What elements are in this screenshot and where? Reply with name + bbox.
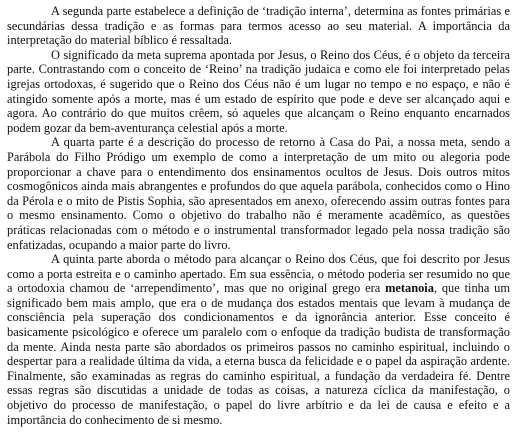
paragraph-text-before: A quinta parte aborda o método para alcançar o Reino dos Céus, que foi descrito por Jesus como a porta estreita e o caminho apertado. Em sua essência, o método poderia ser resumido no que a ortodoxia chamou de ‘arrependimento’, mas que no original grego era bbox=[7, 252, 510, 296]
paragraph-text: O significado da meta suprema apontada por Jesus, o Reino dos Céus, é o objeto da terceira parte. Contrastando com o conceito de ‘Reino’ na tradição judaica e como ele foi interpretado pelas igrejas ortodoxas, é sugerido que o Reino dos Céus não é um lugar no tempo e no espaço, e não é atingido somente após a morte, mas é um estado de espírito que pode e deve ser alcançado aqui e agora. Ao contrário do que muitos crêem, só aqueles que alcançam o Reino enquanto encarnados podem gozar da bem-aventurança celestial após a morte. bbox=[7, 47, 510, 135]
paragraph-second-part bbox=[7, 4, 510, 48]
paragraph-text: A quarta parte é a descrição do processo de retorno à Casa do Pai, a nossa meta, sendo a Parábola do Filho Pródigo um exemplo de como a interpretação de um mito ou alegoria pode proporcionar a chave para o entendimento dos ensinamentos ocultos de Jesus. Dois outros mitos cosmogônicos ainda mais abrangentes e profundos do que aquela parábola, conhecidos como o Hino da Pérola e o mito de Pistis Sophia, são apresentados em anexo, oferecendo assim outras fontes para o mesmo ensinamento. Como o objetivo do trabalho não é meramente acadêmico, as questões práticas relacionadas com o método e o instrumental transformador legado pela nossa tradição são enfatizadas, ocupando a maior parte do livro. bbox=[7, 135, 510, 252]
paragraph-fifth-part bbox=[7, 252, 510, 427]
paragraph-text: A segunda parte estabelece a definição de ‘tradição interna’, determina as fontes primárias e secundárias dessa tradição e as formas para termos acesso ao seu material. A importância da interpretação do material bíblico é ressaltada. bbox=[7, 4, 510, 48]
paragraph-third-part bbox=[7, 48, 510, 136]
paragraph-fourth-part bbox=[7, 135, 510, 252]
bold-term-metanoia: metanoia bbox=[385, 281, 434, 296]
paragraph-text-after: , que tinha um significado bem mais amplo, que era o de mudança dos estados mentais que levam à mudança de consciência pela superação dos condicionamentos e da ignorância anterior. Esse conceito é basicamente psicológico e oferece um paralelo com o enfoque da tradição budista de transformação da mente. Ainda nesta parte são abordados os primeiros passos no caminho espiritual, incluindo o despertar para a realidade última da vida, a eterna busca da felicidade e o papel da aspiração ardente. Finalmente, são examinadas as regras do caminho espiritual, a fundação da verdadeira fé. Dentre essas regras são discutidas a unidade de todas as coisas, a natureza cíclica da manifestação, o objetivo do processo de manifestação, o papel do livre arbítrio e da lei de causa e efeito e a importância do conhecimento de si mesmo. bbox=[7, 281, 510, 427]
